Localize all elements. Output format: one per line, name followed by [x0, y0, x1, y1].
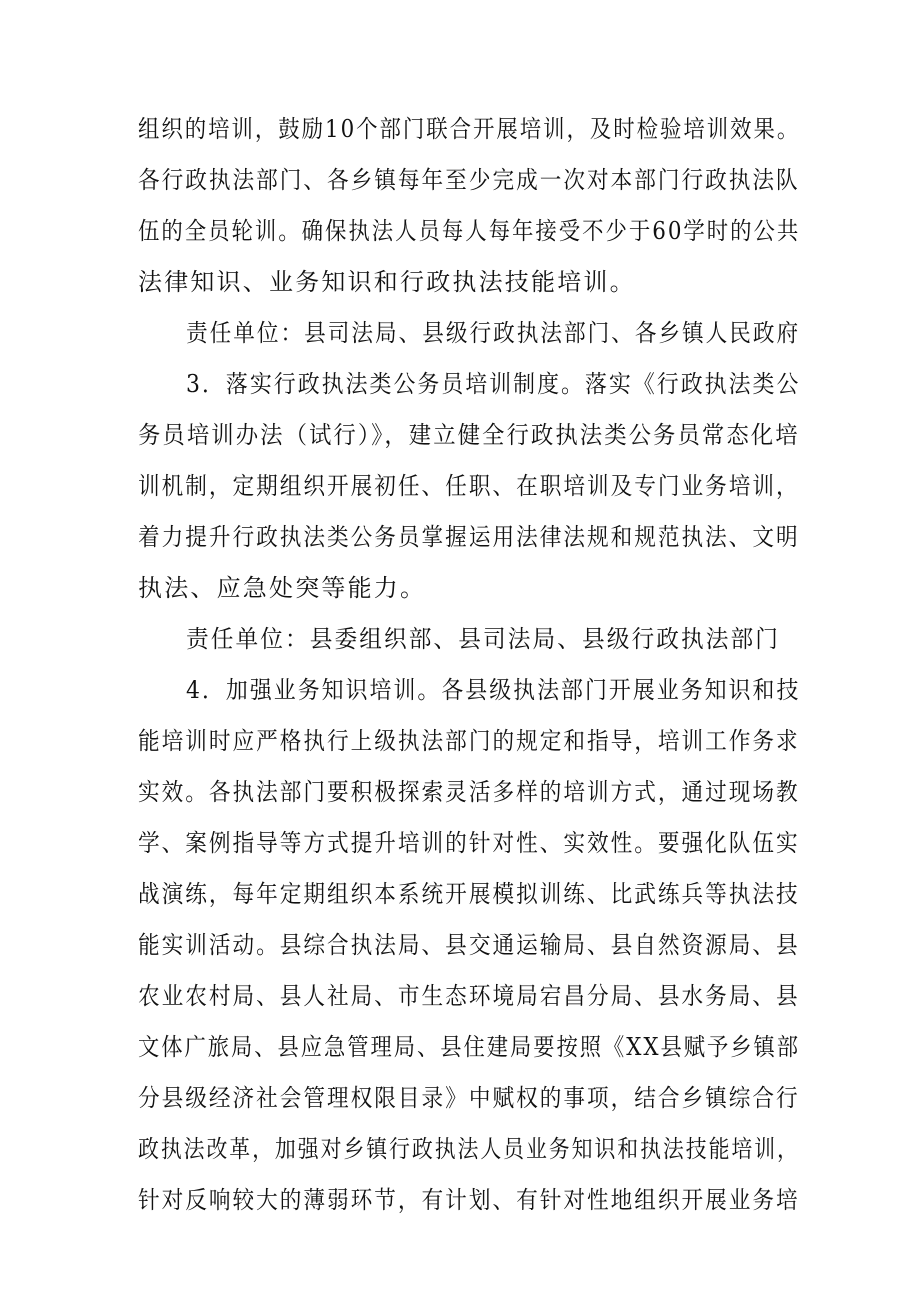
- text-line-19: 文体广旅局、县应急管理局、县住建局要按照《XX县赋予乡镇部: [138, 1033, 800, 1061]
- text-line-10: 执法、应急处突等能力。: [138, 574, 427, 602]
- text-line-17: 能实训活动。县综合执法局、县交通运输局、县自然资源局、县: [138, 931, 800, 959]
- text-line-13: 能培训时应严格执行上级执法部门的规定和指导，培训工作务求: [138, 727, 800, 755]
- responsible-unit-1: 责任单位：县司法局、县级行政执法部门、各乡镇人民政府: [186, 319, 801, 347]
- text-line-20: 分县级经济社会管理权限目录》中赋权的事项，结合乡镇综合行: [138, 1084, 800, 1112]
- text-line-3: 伍的全员轮训。确保执法人员每人每年接受不少于60学时的公共: [138, 217, 801, 245]
- text-line-4: 法律知识、业务知识和行政执法技能培训。: [138, 268, 636, 296]
- text-line-7: 务员培训办法（试行）》，建立健全行政执法类公务员常态化培: [138, 421, 800, 449]
- text-line-15: 学、案例指导等方式提升培训的针对性、实效性。要强化队伍实: [138, 829, 800, 857]
- text-line-22: 针对反响较大的薄弱环节，有计划、有针对性地组织开展业务培: [138, 1186, 800, 1214]
- text-line-18: 农业农村局、县人社局、市生态环境局宕昌分局、县水务局、县: [138, 982, 800, 1010]
- text-line-2: 各行政执法部门、各乡镇每年至少完成一次对本部门行政执法队: [138, 166, 800, 194]
- text-line-1: 组织的培训，鼓励10个部门联合开展培训，及时检验培训效果。: [138, 115, 801, 143]
- section-4-heading: 4．加强业务知识培训。各县级执法部门开展业务知识和技: [186, 676, 801, 704]
- text-line-14: 实效。各执法部门要积极探索灵活多样的培训方式，通过现场教: [138, 778, 800, 806]
- text-line-16: 战演练，每年定期组织本系统开展模拟训练、比武练兵等执法技: [138, 880, 800, 908]
- text-line-21: 政执法改革，加强对乡镇行政执法人员业务知识和执法技能培训，: [138, 1135, 800, 1163]
- text-line-8: 训机制，定期组织开展初任、任职、在职培训及专门业务培训，: [138, 472, 800, 500]
- responsible-unit-2: 责任单位：县委组织部、县司法局、县级行政执法部门: [186, 625, 780, 653]
- text-line-9: 着力提升行政执法类公务员掌握运用法律法规和规范执法、文明: [138, 523, 800, 551]
- section-3-heading: 3．落实行政执法类公务员培训制度。落实《行政执法类公: [186, 370, 801, 398]
